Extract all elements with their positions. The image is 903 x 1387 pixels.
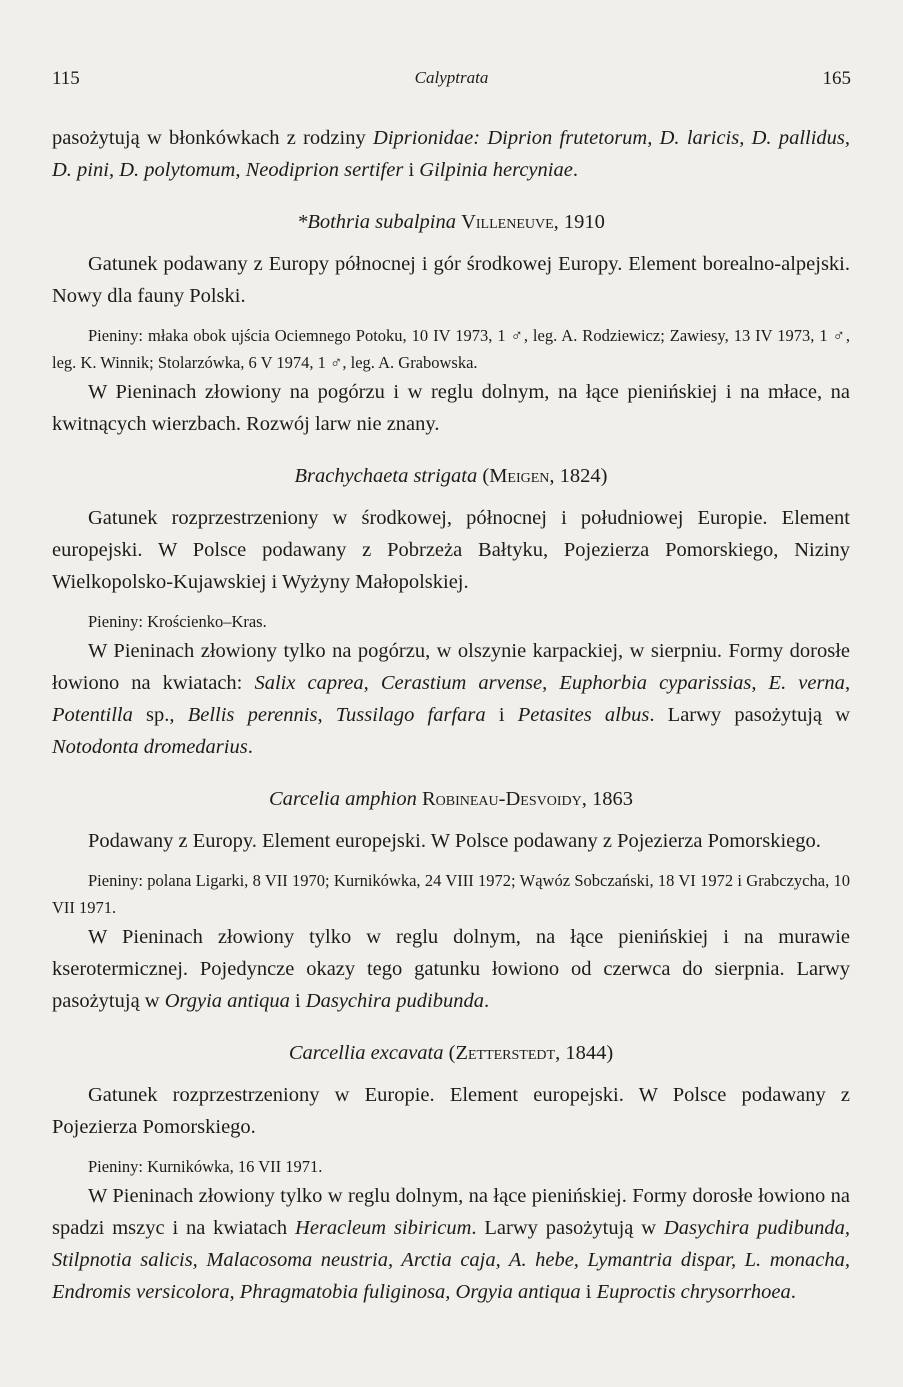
species-ecology: W Pieninach złowiony tylko na pogórzu, w olszynie karpackiej, w sierpniu. Formy dorosłe łowiono na kwiatach: Salix caprea, Cerastium arvense, Euphorbia cyparissias, E. verna, Potentilla sp., Bellis perennis, Tussilago farfara i Petasites albus. Larwy pasożytują w Notodonta dromedarius.	[52, 640, 851, 758]
species-heading	[52, 206, 850, 238]
species-name: *Bothria subalpina	[297, 211, 456, 233]
ecology-text: W Pieninach złowiony tylko w reglu dolnym, na łące pienińskiej. Formy dorosłe łowiono na spadzi mszyc i na kwiatach	[52, 1185, 850, 1239]
ecology-text: W Pieninach złowiony tylko w reglu dolnym, na łące pienińskiej i na murawie kserotermicznej. Pojedyncze okazy tego gatunku łowiono od czerwca do sierpnia. Larwy pasożytują w	[52, 926, 850, 1012]
species-name: Brachychaeta strigata	[294, 465, 478, 487]
host-name: Notodonta dromedarius	[52, 736, 248, 758]
species-author: Villeneuve	[461, 211, 554, 233]
species-year: , 1910	[553, 211, 605, 233]
species-distribution: Podawany z Europy. Element europejski. W Polsce podawany z Pojezierza Pomorskiego.	[88, 830, 821, 852]
running-title: Calyptrata	[414, 68, 489, 87]
species-heading	[52, 783, 850, 815]
species-ecology: W Pieninach złowiony tylko w reglu dolnym, na łące pienińskiej. Formy dorosłe łowiono na spadzi mszyc i na kwiatach Heracleum sibiricum. Larwy pasożytują w Dasychira pudibunda, Stilpnotia salicis, Malacosoma neustria, Arctia caja, A. hebe, Lymantria dispar, L. monacha, Endromis versicolora, Phragmatobia fuliginosa, Orgyia antiqua i Euproctis chrysorrhoea.	[52, 1185, 850, 1303]
species-heading	[52, 460, 850, 492]
plant-name: Petasites albus	[517, 704, 650, 726]
species-heading	[52, 1037, 850, 1069]
plant-name: Heracleum sibiricum	[295, 1217, 472, 1239]
species-records: Pieniny: młaka obok ujścia Ociemnego Potoku, 10 IV 1973, 1 ♂, leg. A. Rodziewicz; Zawiesy, 13 IV 1973, 1 ♂, leg. K. Winnik; Stolarzówka, 6 V 1974, 1 ♂, leg. A. Grabowska.	[52, 326, 850, 372]
species-year: , 1824)	[549, 465, 608, 487]
species-author: Zetterstedt	[455, 1042, 556, 1064]
ecology-text: W Pieninach złowiony tylko na pogórzu, w olszynie karpackiej, w sierpniu. Formy dorosłe łowiono na kwiatach:	[52, 640, 850, 694]
species-distribution: Gatunek rozprzestrzeniony w Europie. Element europejski. W Polsce podawany z Pojezierza Pomorskiego.	[52, 1084, 850, 1138]
continuation-end: .	[572, 159, 578, 181]
hosts-text: Larwy pasożytują w	[476, 1217, 664, 1239]
plant-name: Bellis perennis	[187, 704, 318, 726]
species-year: , 1863	[581, 788, 633, 810]
page-header	[52, 68, 851, 94]
species-distribution: Gatunek rozprzestrzeniony w środkowej, północnej i południowej Europie. Element europejski. W Polsce podawany z Pobrzeża Bałtyku, Pojezierza Pomorskiego, Niziny Wielkopolsko-Kujawskiej i Wyżyny Małopolskiej.	[52, 507, 850, 593]
continuation-paragraph	[52, 122, 850, 186]
page-content	[52, 122, 850, 1308]
plant-name: Euphorbia cyparissias	[559, 672, 752, 694]
continuation-connector: i	[403, 159, 420, 181]
species-distribution: Gatunek podawany z Europy północnej i gór środkowej Europy. Element borealno-alpejski. Nowy dla fauny Polski.	[52, 253, 850, 307]
author-paren: (	[448, 1042, 456, 1064]
plant-name: Tussilago farfara	[335, 704, 486, 726]
plant-name: Cerastium arvense	[380, 672, 543, 694]
species-name: Carcelia amphion	[269, 788, 417, 810]
author-paren: (	[482, 465, 490, 487]
host-taxa: Diprionidae: Diprion frutetorum, D. laricis, D. pallidus, D. pini, D. polytomum, Neodiprion sertifer	[52, 127, 851, 181]
species-name: Carcellia excavata	[288, 1042, 444, 1064]
species-ecology: W Pieninach złowiony tylko w reglu dolnym, na łące pienińskiej i na murawie kserotermicznej. Pojedyncze okazy tego gatunku łowiono od czerwca do sierpnia. Larwy pasożytują w Orgyia antiqua i Dasychira pudibunda.	[52, 926, 850, 1012]
species-author: Meigen	[489, 465, 550, 487]
species-records: Pieniny: polana Ligarki, 8 VII 1970; Kurnikówka, 24 VIII 1972; Wąwóz Sobczański, 18 VI 1972 i Grabczycha, 10 VII 1971.	[52, 871, 850, 917]
species-records: Pieniny: Kurnikówka, 16 VII 1971.	[88, 1157, 323, 1176]
species-ecology: W Pieninach złowiony na pogórzu i w reglu dolnym, na łące pienińskiej i na młace, na kwitnących wierzbach. Rozwój larw nie znany.	[52, 381, 850, 435]
plant-name: E. verna	[768, 672, 845, 694]
hosts-text: Larwy pasożytują w	[654, 704, 851, 726]
species-records: Pieniny: Krościenko–Kras.	[88, 612, 267, 631]
species-year: , 1844)	[555, 1042, 614, 1064]
plant-name: Salix caprea	[254, 672, 364, 694]
host-name: Orgyia antiqua	[164, 990, 290, 1012]
host-name: Dasychira pudibunda	[305, 990, 485, 1012]
species-author: Robineau-Desvoidy	[421, 788, 582, 810]
host-taxon-gilpinia: Gilpinia hercyniae	[419, 159, 573, 181]
host-list: Dasychira pudibunda, Stilpnotia salicis, Malacosoma neustria, Arctia caja, A. hebe, Lymantria dispar, L. monacha, Endromis versicolora, Phragmatobia fuliginosa, Orgyia antiqua	[52, 1217, 850, 1303]
plant-name: Potentilla	[52, 704, 133, 726]
right-page-number: 165	[822, 68, 851, 89]
continuation-text: pasożytują w błonkówkach z rodziny	[52, 127, 374, 149]
left-page-number: 115	[52, 68, 80, 89]
host-name: Euproctis chrysorrhoea	[596, 1281, 791, 1303]
